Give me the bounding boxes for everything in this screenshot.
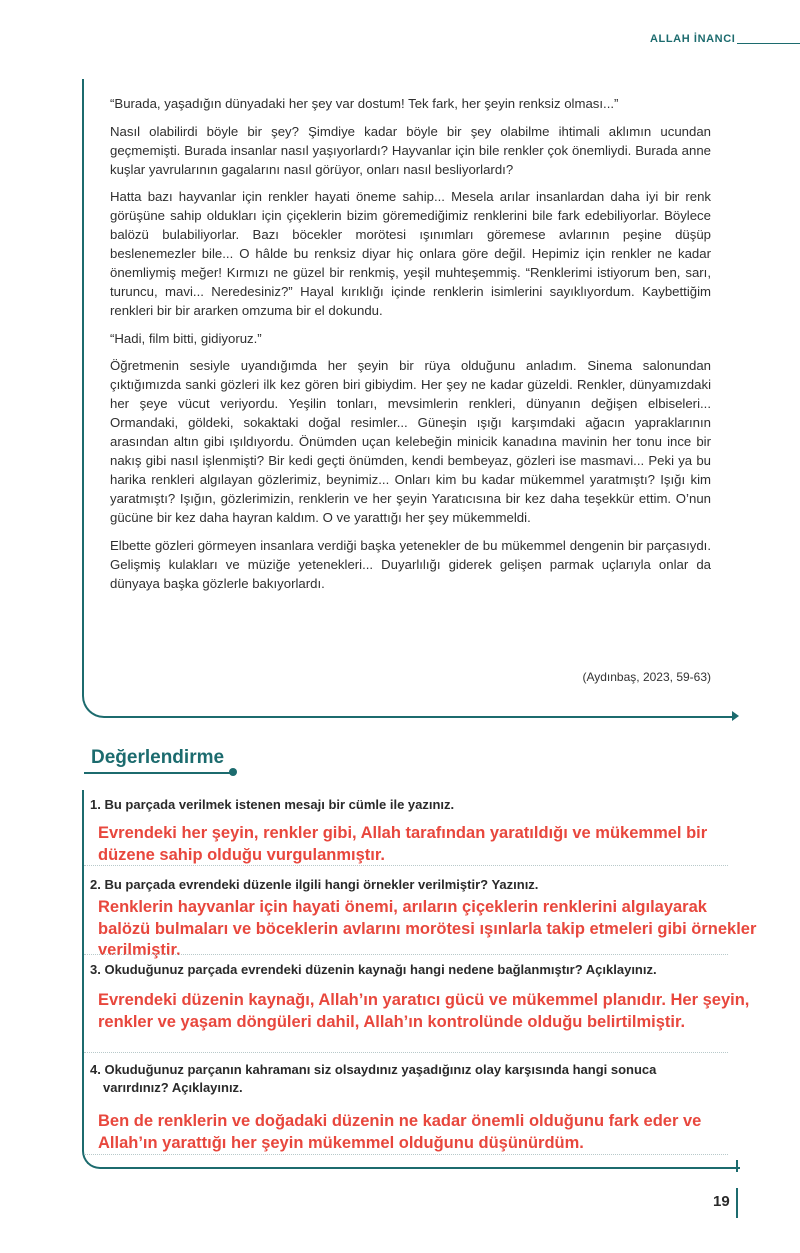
story-paragraph: Nasıl olabilirdi böyle bir şey? Şimdiye kadar böyle bir şey olabilme ihtimali aklımın ucundan geçmemişti. Burada insanlar nasıl yaşıyorlardı? Hayvanlar için bile renkler çok önemliydi. Burada anne kuşlar yavrularının gagalarını nasıl görüyor, onları nasıl besliyorlardı?	[110, 123, 711, 177]
answer-line	[84, 954, 728, 955]
question-4-line-2: varırdınız? Açıklayınız.	[103, 1080, 243, 1095]
story-paragraph: “Hadi, film bitti, gidiyoruz.”	[110, 330, 262, 346]
evaluation-title-dot	[229, 768, 237, 776]
page-number: 19	[713, 1193, 730, 1210]
evaluation-title: Değerlendirme	[91, 747, 225, 768]
question-1: 1. Bu parçada verilmek istenen mesajı bir cümle ile yazınız.	[90, 797, 455, 812]
story-paragraph: “Burada, yaşadığın dünyadaki her şey var dostum! Tek fark, her şeyin renksiz olması...”	[110, 96, 619, 111]
question-4	[90, 1061, 730, 1097]
question-4-line-1: 4. Okuduğunuz parçanın kahramanı siz olsaydınız yaşadığınız olay karşısında hangi sonuca	[90, 1062, 657, 1077]
story-arrow	[732, 711, 739, 721]
answer-line	[84, 1154, 728, 1155]
header-rule	[737, 43, 800, 44]
story-paragraph: Öğretmenin sesiyle uyandığımda her şeyin bir rüya olduğunu anladım. Sinema salonundan çıktığımızda sanki gözleri ilk kez gören biri gibiydim. Her şey ne kadar güzeldi. Renkler, dünyamızdaki her şeye vücut veriyordu. Yeşilin tonları, mevsimlerin renkleri, dünyanın değişen elbiseleri... Ormandaki, göldeki, sokaktaki doğal resimler... Güneşin ışığı karşımdaki ağacın yapraklarının arasından altın gibi ışıldıyordu. Önümden uçan kelebeğin minicik kanadına mavinin her tonu ince bir nakış gibi nasıl işlenmişti? Bir kedi geçti önümden, kendi bembeyaz, gözleri ise masmavi... Peki ya bu harika renkleri algılayan gözlerimiz, beynimiz... Onları kim bu kadar mükemmel yaratmıştı? Işığı kim yaratmıştı? Işığın, gözlerimizin, renklerin ve her şeyin Yaratıcısına bir kez daha teşekkür ettim. O’nun gücüne bir kez daha hayran kaldım. O ve yarattığı her şey mükemmeldi.	[110, 358, 711, 526]
answer-2[interactable]: Renklerin hayvanlar için hayati önemi, arıların çiçeklerin renklerini algılayarak balözü bulmaları ve böceklerin avlarını morötesi ışınlarla takip etmeleri gibi örnekler verilmiştir.	[98, 898, 757, 959]
header-title: ALLAH İNANCI	[650, 33, 736, 45]
evaluation-title-underline	[84, 772, 232, 774]
story-paragraph: Elbette gözleri görmeyen insanlara verdiği başka yetenekler de bu mükemmel dengenin bir parçasıydı. Gelişmiş kulakları ve müziğe yetenekleri... Duyarlılığı giderek gelişen parmak uçlarıyla onlar da dünyaya başka gözlerle bakıyorlardı.	[110, 537, 711, 591]
story-paragraph: Hatta bazı hayvanlar için renkler hayati öneme sahip... Mesela arılar insanlardan daha iyi bir renk görüşüne sahip oldukları için çiçeklerin bizim göremediğimiz renklerini bile fark edebiliyorlar. Böylece balözü bulabiliyorlar. Bazı böcekler morötesi ışınımları göremese avlarının peşine düşüp beslenemezler bile... O hâlde bu renksiz diyar hiç onlara göre değil. Hepimiz için renkler ne kadar önemliymiş meğer! Kırmızı ne güzel bir renkmiş, yeşil muhteşemmiş. “Renklerimi istiyorum ben, sarı, turuncu, mavi... Neredesiniz?” Hayal kırıklığı içinde renklerin isimlerini sayıklıyordum. Kaybettiğim renkleri bir bir ararken omzuma bir el dokundu.	[110, 189, 711, 319]
story-text	[110, 94, 711, 602]
page-rule	[736, 1188, 738, 1218]
answer-3[interactable]: Evrendeki düzenin kaynağı, Allah’ın yaratıcı gücü ve mükemmel planıdır. Her şeyin, renkler ve yaşam döngüleri dahil, Allah’ın kontrolünde olduğu belirtilmiştir.	[98, 991, 750, 1031]
question-3: 3. Okuduğunuz parçada evrendeki düzenin kaynağı hangi nedene bağlanmıştır? Açıklayınız.	[90, 962, 657, 977]
answer-line	[84, 865, 728, 866]
answer-line	[84, 1052, 728, 1053]
citation: (Aydınbaş, 2023, 59-63)	[582, 670, 711, 684]
question-2: 2. Bu parçada evrendeki düzenle ilgili hangi örnekler verilmiştir? Yazınız.	[90, 877, 539, 892]
answer-1[interactable]: Evrendeki her şeyin, renkler gibi, Allah tarafından yaratıldığı ve mükemmel bir düzene sahip olduğu vurgulanmıştır.	[98, 824, 708, 864]
questions-frame-tick	[736, 1160, 738, 1172]
answer-4[interactable]: Ben de renklerin ve doğadaki düzenin ne kadar önemli olduğunu fark eder ve Allah’ın yarattığı her şeyin mükemmel olduğunu düşünürdüm.	[98, 1112, 702, 1152]
